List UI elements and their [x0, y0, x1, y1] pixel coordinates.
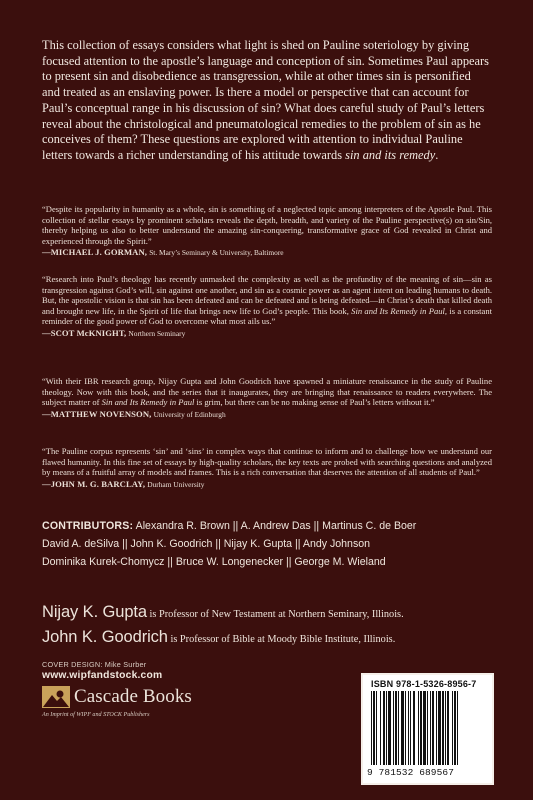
book-summary — [42, 38, 490, 164]
book-title-italic: Sin and Its Remedy in Paul — [351, 305, 445, 316]
publisher-imprint: An Imprint of WIPF and STOCK Publishers — [42, 712, 150, 718]
isbn-number: ISBN 978-1-5326-8956-7 — [371, 679, 477, 689]
endorser-name: —JOHN M. G. BARCLAY, — [42, 478, 146, 489]
editor-bio — [42, 626, 512, 651]
editor-bio-text: is Professor of Bible at Moody Bible Institute, Illinois. — [167, 634, 396, 645]
endorser-affiliation: Durham University — [147, 479, 205, 489]
endorsement-barclay — [42, 446, 492, 490]
endorser — [42, 247, 492, 259]
isbn-barcode — [361, 673, 494, 785]
publisher-logo — [42, 686, 202, 748]
cover-design-credit: COVER DESIGN: Mike Surber — [42, 660, 147, 669]
endorsement-text: “Research into Paul’s theology has recently unmasked the complexity as well as the profundity of the meaning of sin—sin as transgression against God’s will, sin against one another, and sin as a cosmic power as an agent intent on leading humans to death. But, the apostolic vision is that sin has been defeated and can be defeated and is being defeated—in Christ’s death that killed death and brought new life, in the Spirit of life that brings new life to God’s people. This book, Sin and Its Remedy in Paul, is a constant reminder of the good power of God to overcome what most ails us.” — [42, 274, 493, 327]
publisher-website[interactable]: www.wipfandstock.com — [42, 670, 163, 681]
editor-name: Nijay K. Gupta — [42, 603, 147, 621]
endorser — [42, 479, 492, 491]
summary-italic: sin and its remedy — [345, 147, 436, 162]
endorser-name: —MATTHEW NOVENSON, — [42, 408, 152, 419]
contributors-line: David A. deSilva || John K. Goodrich || Nijay K. Gupta || Andy Johnson — [42, 538, 371, 551]
editor-bio-text: is Professor of New Testament at Northern Seminary, Illinois. — [146, 609, 404, 620]
endorser-affiliation: Northern Seminary — [128, 328, 186, 338]
endorsement-mcknight — [42, 274, 492, 340]
endorser-name: —SCOT McKNIGHT, — [42, 327, 127, 338]
contributors-list — [42, 517, 502, 572]
publisher-name: Cascade Books — [74, 686, 192, 707]
editor-name: John K. Goodrich — [42, 628, 168, 646]
endorser — [42, 328, 492, 340]
mountain-sun-icon — [42, 686, 70, 708]
book-title-italic: Sin and Its Remedy in Paul — [101, 397, 195, 408]
barcode-bars — [369, 691, 486, 765]
barcode-digits: 9 781532 689567 — [367, 767, 455, 778]
contributors-line: Dominika Kurek-Chomycz || Bruce W. Longenecker || George M. Wieland — [42, 556, 386, 569]
summary-text: This collection of essays considers what light is shed on Pauline soteriology by giving focused attention to the apostle’s language and conception of sin. Sometimes Paul appears to present sin and disobedience as transgression, while at other times sin is personified and treated as an enslaving power. Is there a model or perspective that can account for Paul’s conceptual range in his discussion of sin? What does careful study of Paul’s letters reveal about the christological and pneumatological remedies to the problem of sin as he conceives of them? These questions are explored with attention to individual Pauline letters towards a richer understanding of his attitude towards — [42, 38, 489, 162]
endorsement-gorman — [42, 204, 492, 259]
endorser-name: —MICHAEL J. GORMAN, — [42, 247, 148, 258]
editor-bio — [42, 601, 512, 626]
endorser-affiliation: University of Edinburgh — [153, 409, 226, 419]
endorsement-text: “Despite its popularity in humanity as a whole, sin is something of a neglected topic among interpreters of the Apostle Paul. This collection of stellar essays by prominent scholars reveals the depth, breadth, and variety of the Pauline perspective(s) on sin/Sin, thereby helping us also to better understand the amazing sin-conquering, transformative grace of God revealed in Christ and experienced through the Spirit.” — [42, 204, 492, 246]
endorsement-text: “With their IBR research group, Nijay Gupta and John Goodrich have spawned a miniature renaissance in the study of Pauline theology. Now with this book, and the series that it inaugurates, they are bringing that renaissance to readers everywhere. The subject matter of Sin and Its Remedy in Paul is grim, but there can be no making sense of Paul’s letters without it.” — [42, 376, 492, 408]
editor-bios — [42, 601, 512, 651]
endorser — [42, 409, 492, 421]
summary-end: . — [435, 147, 439, 162]
endorsement-novenson — [42, 376, 492, 420]
endorser-affiliation: St. Mary’s Seminary & University, Baltimore — [149, 248, 284, 258]
endorsement-text: “The Pauline corpus represents ‘sin’ and ‘sins’ in complex ways that continue to inform and to challenge how we understand our flawed humanity. In this fine set of essays by high-quality scholars, the key texts are probed with searching questions and analyzed by means of a fruitful array of models and frames. This is a rich conversation that deserves the attention of all students of Paul.” — [42, 446, 492, 478]
contributors-heading: CONTRIBUTORS: — [42, 520, 134, 532]
contributors-line: Alexandra R. Brown || A. Andrew Das || Martinus C. de Boer — [135, 520, 417, 532]
